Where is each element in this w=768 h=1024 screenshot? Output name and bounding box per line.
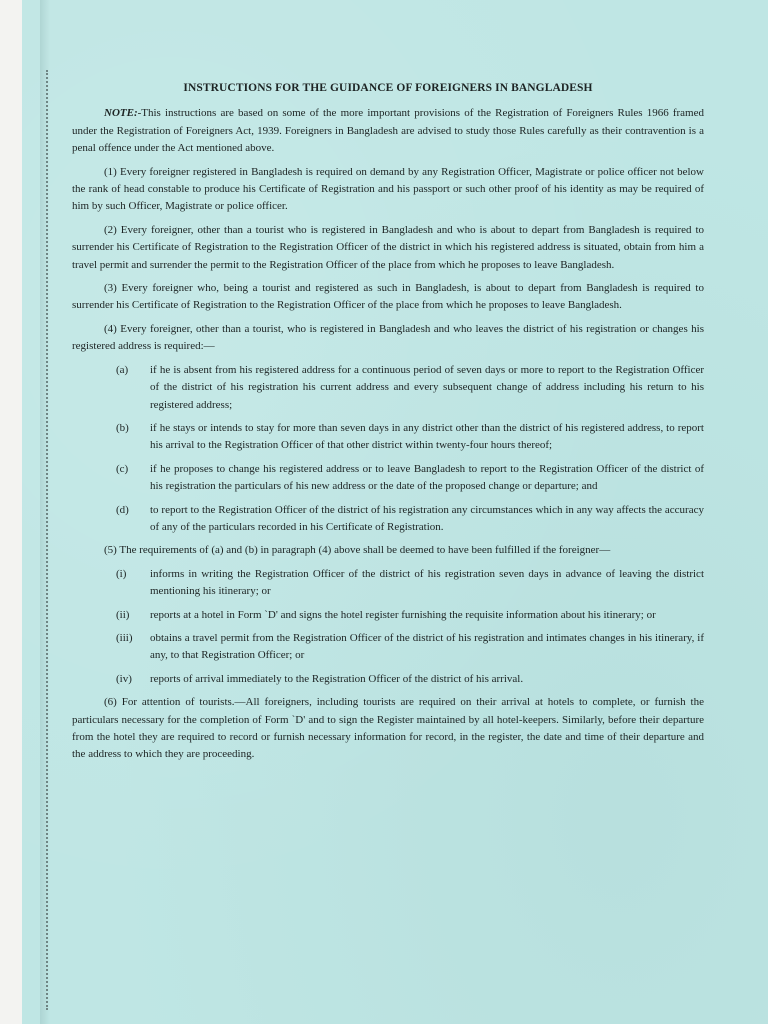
list-item [116,630,704,665]
list-item [116,420,704,455]
paragraph-1: (1) Every foreigner registered in Bangladesh is required on demand by any Registration Officer, Magistrate or police officer not below the rank of head constable to produce his Certificate of Registration and his passport or such other proof of his identity as may be required of him by such Officer, Magistrate or police officer. [72,165,704,213]
item-marker: (iv) [116,672,132,685]
item-marker: (iii) [116,631,133,644]
item-text: obtains a travel permit from the Registration Officer of the district of his registration and intimates changes in his itinerary, if any, to that Registration Officer; or [150,631,704,662]
paragraph-3: (3) Every foreigner who, being a tourist and registered as such in Bangladesh, is about to depart from Bangladesh is required to surrender his Certificate of Registration to the Registration Officer of the place from which he proposes to leave Bangladesh. [72,282,704,312]
item-marker: (ii) [116,608,130,621]
document-title: INSTRUCTIONS FOR THE GUIDANCE OF FOREIGNERS IN BANGLADESH [183,82,593,94]
item-text: reports at a hotel in Form `D' and signs the hotel register furnishing the requisite information about his itinerary; or [150,608,656,621]
list-item [116,362,704,414]
paragraph-5: (5) The requirements of (a) and (b) in paragraph (4) above shall be deemed to have been fulfilled if the foreigner— [104,544,611,557]
list-item [116,502,704,537]
item-text: if he proposes to change his registered address or to leave Bangladesh to report to the Registration Officer of the district of his registration the particulars of his new address or the date of the proposed change or departure; and [150,462,704,493]
item-marker: (a) [116,363,129,376]
list-item [116,461,704,496]
item-text: to report to the Registration Officer of the district of his registration any circumstances which in any way affects the accuracy of any of the particulars recorded in his Certificate of Registration. [150,503,704,533]
note-text: -This instructions are based on some of the more important provisions of the Registration of Foreigners Rules 1966 framed under the Registration of Foreigners Act, 1939. Foreigners in Bangladesh are advised to study those Rules carefully as their contravention is a penal offence under the Act mentioned above. [72,107,704,155]
item-marker: (i) [116,567,127,580]
item-marker: (c) [116,462,129,475]
item-marker: (b) [116,421,129,434]
item-text: if he is absent from his registered address for a continuous period of seven days or more to report to the Registration Officer of the district of his registration his current address and every subsequent change of address including his return to his registered address; [150,363,704,411]
item-marker: (d) [116,503,129,516]
list-item [116,607,704,624]
paragraph-4: (4) Every foreigner, other than a tourist, who is registered in Bangladesh and who leaves the district of his registration or changes his registered address is required:— [72,322,704,353]
perforation-line [46,70,48,1010]
paragraph-6: (6) For attention of tourists.—All foreigners, including tourists are required on their arrival at hotels to complete, or furnish the particulars necessary for the completion of Form `D' and to sign the Register maintained by all hotel-keepers. Similarly, before their departure from the hotel they are required to record or furnish necessary information for record, in the register, the date and time of their departure and the address to which they are proceeding. [72,696,704,761]
note-paragraph [72,105,704,157]
paragraph-5-list [72,566,704,688]
list-item [116,566,704,601]
list-item [116,671,704,688]
paragraph-2: (2) Every foreigner, other than a tourist who is registered in Bangladesh and who is about to depart from Bangladesh is required to surrender his Certificate of Registration to the Registration Officer of the district in which his registered address is situated, obtain from him a travel permit and surrender the permit to the Registration Officer of the place from which he proposes to leave Bangladesh. [72,223,704,271]
paper-edge-shadow [40,0,50,1024]
note-label: NOTE: [104,107,138,120]
item-text: reports of arrival immediately to the Registration Officer of the district of his arrival. [150,672,524,685]
paragraph-4-list [72,362,704,537]
item-text: if he stays or intends to stay for more than seven days in any district other than the district of his registered address, to report his arrival to the Registration Officer of that other district within twenty-four hours thereof; [150,421,704,452]
item-text: informs in writing the Registration Officer of the district of his registration seven days in advance of leaving the district mentioning his itinerary; or [150,567,704,598]
document-body [72,80,704,770]
